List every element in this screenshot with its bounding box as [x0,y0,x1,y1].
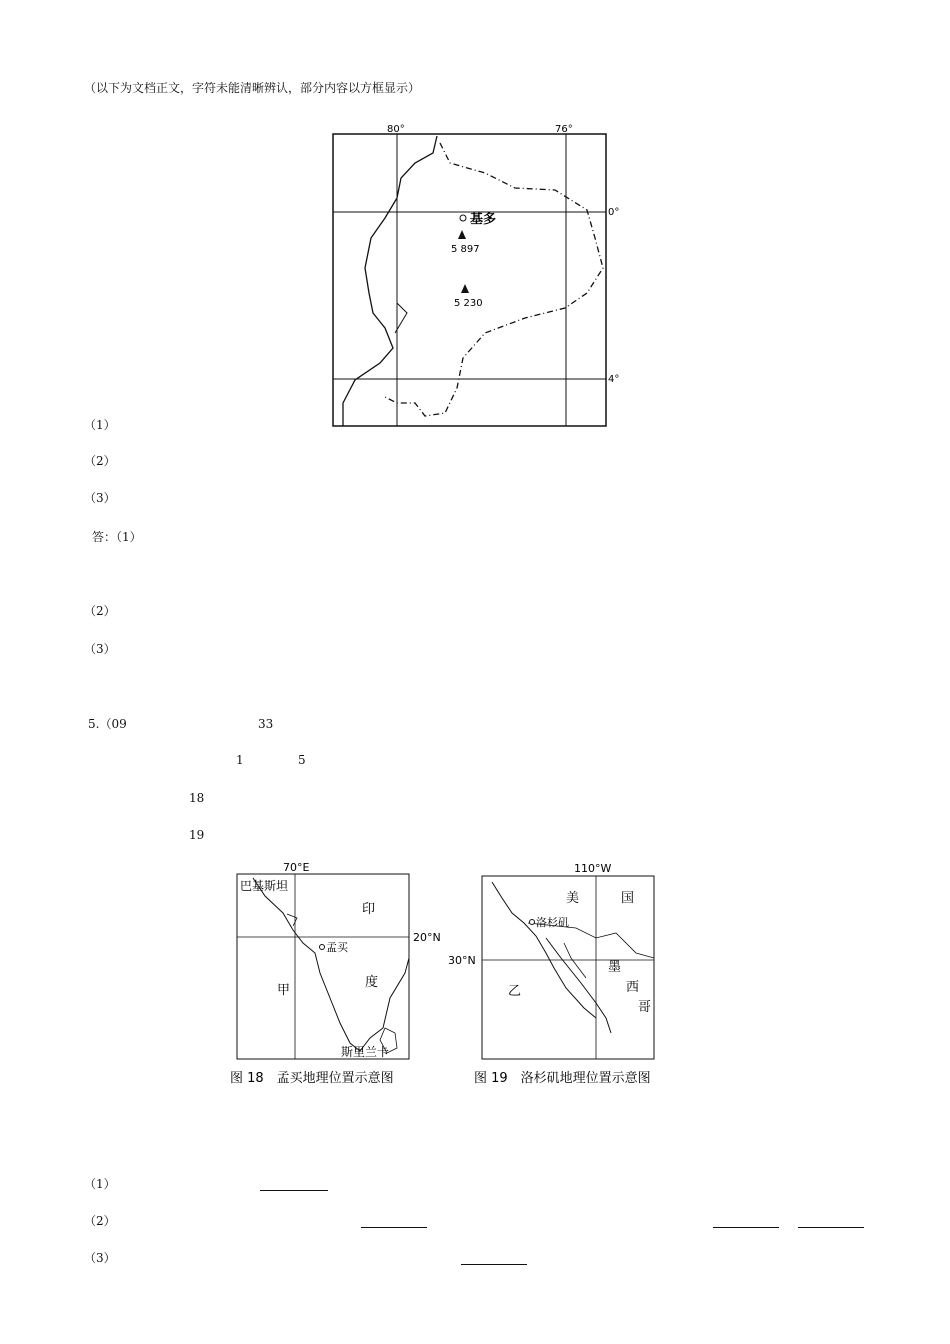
country-label-usa-2: 国 [621,891,635,906]
question-1: （1） [84,418,116,432]
country-label-mexico-2: 西 [626,980,640,995]
figure-19-caption: 图 19 洛杉矶地理位置示意图 [474,1071,651,1086]
lat-label-bottom: 4° [608,374,620,385]
country-label-usa-1: 美 [566,891,580,906]
fill-question-1: （1） [84,1177,116,1191]
country-label-mexico-1: 墨 [608,960,622,975]
ecuador-map [325,118,630,430]
city-marker-icon [530,920,535,925]
peak-triangle-icon [458,230,466,239]
los-angeles-map [446,858,686,1090]
lon-label: 70°E [283,861,310,874]
answer-blank[interactable] [713,1227,779,1228]
figure-19-ref: 19 [189,828,205,842]
answer-blank[interactable] [798,1227,864,1228]
intro-text: （以下为文档正文，字符未能清晰辨认，部分内容以方框显示） [84,81,421,95]
fill-question-3: （3） [84,1251,116,1265]
lat-label: 30°N [448,954,476,967]
figure-18-caption: 图 18 孟买地理位置示意图 [230,1071,394,1086]
country-label-pakistan: 巴基斯坦 [240,879,289,893]
sea-label-yi: 乙 [508,984,522,999]
peak-triangle-icon [461,284,469,293]
question-3: （3） [84,491,116,505]
sea-label-jia: 甲 [277,983,291,998]
question-5-number: 33 [258,717,274,731]
city-marker-icon [460,215,466,221]
country-label-srilanka: 斯里兰卡 [341,1045,390,1059]
lon-label-left: 80° [387,124,405,135]
mumbai-map [225,858,450,1090]
lon-label-right: 76° [555,124,573,135]
question-5-heading: 5.（09 [88,717,127,731]
lon-label: 110°W [574,862,612,875]
country-label-india-1: 印 [362,902,376,917]
city-label-la: 洛杉矶 [536,916,569,929]
peak-elevation-1: 5 897 [451,244,480,255]
answer-1: 答：（1） [92,530,142,544]
question-5-points: 1 [236,753,244,767]
fill-question-2: （2） [84,1214,116,1228]
country-label-mexico-3: 哥 [638,1000,652,1015]
city-label-mumbai: 孟买 [326,941,348,954]
question-2: （2） [84,454,116,468]
city-label: 基多 [470,212,497,227]
answer-blank[interactable] [260,1190,328,1191]
lat-label: 20°N [413,931,441,944]
answer-2: （2） [84,604,116,618]
answer-blank[interactable] [461,1264,527,1265]
answer-3: （3） [84,642,116,656]
country-label-india-2: 度 [365,975,379,990]
peak-elevation-2: 5 230 [454,298,483,309]
city-marker-icon [320,945,325,950]
question-5-points-2: 5 [298,753,306,767]
figure-18-ref: 18 [189,791,205,805]
answer-blank[interactable] [361,1227,427,1228]
lat-label-top: 0° [608,207,620,218]
